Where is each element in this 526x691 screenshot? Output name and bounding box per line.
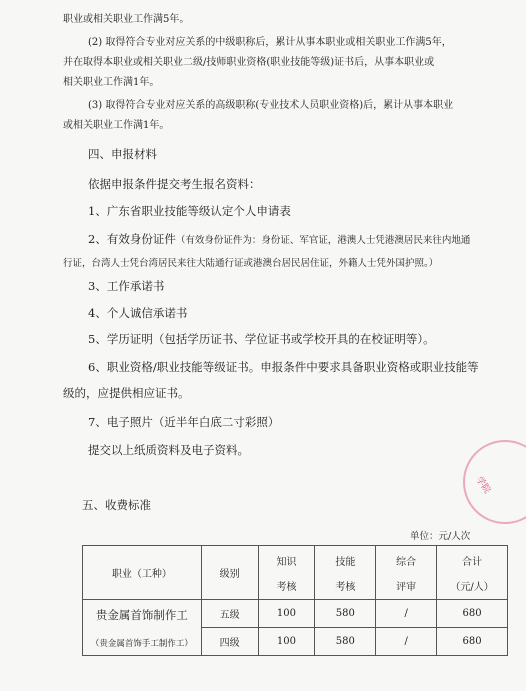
red-seal-stamp (463, 440, 526, 524)
table-header-row (83, 546, 508, 600)
list-item: 6、职业资格/职业技能等级证书。申报条件中要求具备职业资格或职业技能等 (88, 360, 479, 374)
text-line: 提交以上纸质资料及电子资料。 (88, 443, 249, 457)
text-line: (2) 取得符合专业对应关系的中级职称后，累计从事本职业或相关职业工作满5年， (88, 37, 452, 48)
table-row (83, 600, 508, 628)
knowledge-cell: 100 (258, 600, 315, 628)
text-line: 相关职业工作满1年。 (63, 77, 160, 88)
list-item-note: （有效身份证件为：身份证、军官证，港澳人士凭港澳居民来往内地通 (175, 235, 471, 246)
section-heading: 四、申报材料 (88, 147, 157, 161)
text-line: 或相关职业工作满1年。 (63, 120, 170, 131)
occupation-cell: 贵金属首饰制作工 （贵金属首饰手工制作工） (83, 600, 202, 656)
knowledge-cell: 100 (258, 628, 315, 656)
skill-cell: 580 (315, 628, 376, 656)
total-cell: 680 (437, 628, 508, 656)
section-heading: 五、收费标准 (82, 498, 151, 512)
list-item: 3、工作承诺书 (88, 279, 165, 293)
list-item: 级的，应提供相应证书。 (63, 386, 190, 400)
level-cell: 五级 (201, 600, 258, 628)
overall-cell: / (376, 628, 437, 656)
fee-table (82, 545, 508, 656)
list-item (88, 231, 470, 247)
list-item: 5、学历证明（包括学历证书、学位证书或学校开具的在校证明等）。 (88, 332, 435, 346)
skill-cell: 580 (315, 600, 376, 628)
total-cell: 680 (437, 600, 508, 628)
table-header-cell: 级别 (201, 546, 258, 600)
seal-text: 学院 (473, 475, 493, 496)
list-item-label: 2、有效身份证件 (88, 232, 176, 246)
text-line: 并在取得本职业或相关职业二级/技师职业资格(职业技能等级)证书后，从事本职业或 (63, 57, 435, 68)
table-header-cell: 技能 考核 (315, 546, 376, 600)
table-header-cell: 合计 （元/人） (437, 546, 508, 600)
text-line: 依据申报条件提交考生报名资料： (88, 177, 261, 191)
table-header-cell: 知识 考核 (258, 546, 315, 600)
list-item: 1、广东省职业技能等级认定个人申请表 (88, 204, 291, 218)
list-item-note: 行证，台湾人士凭台湾居民来往大陆通行证或港澳台居民居住证，外籍人士凭外国护照。） (63, 258, 439, 269)
list-item: 7、电子照片（近半年白底二寸彩照） (88, 415, 280, 429)
overall-cell: / (376, 600, 437, 628)
table-header-cell: 职业（工种） (83, 546, 202, 600)
list-item: 4、个人诚信承诺书 (88, 306, 188, 320)
text-line: (3) 取得符合专业对应关系的高级职称(专业技术人员职业资格)后，累计从事本职业 (88, 100, 454, 111)
table-header-cell: 综合 评审 (376, 546, 437, 600)
unit-label: 单位：元/人次 (410, 531, 471, 542)
level-cell: 四级 (201, 628, 258, 656)
text-line: 职业或相关职业工作满5年。 (63, 14, 190, 25)
